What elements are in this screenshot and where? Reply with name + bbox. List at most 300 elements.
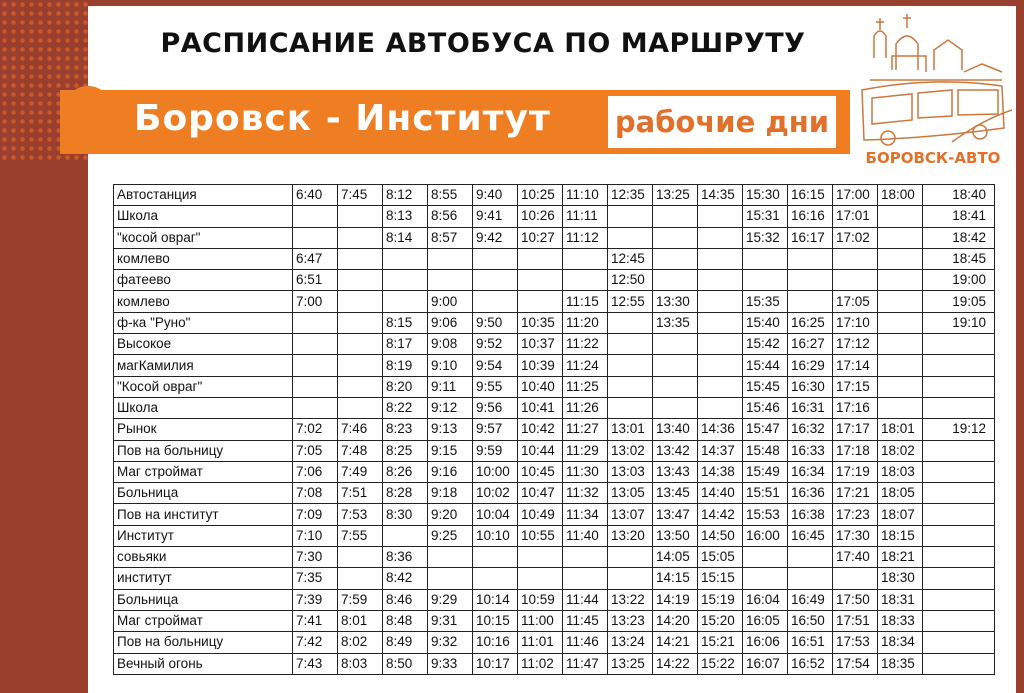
- departure-time: [923, 632, 995, 653]
- departure-time: 17:02: [833, 227, 878, 248]
- departure-time: 7:48: [338, 440, 383, 461]
- departure-time: 16:45: [788, 525, 833, 546]
- table-row: [114, 525, 995, 546]
- departure-time: 8:49: [383, 632, 428, 653]
- departure-time: [698, 397, 743, 418]
- departure-time: 18:35: [878, 653, 923, 674]
- departure-time: 18:41: [923, 206, 995, 227]
- departure-time: 10:42: [518, 419, 563, 440]
- location-pin-icon: [66, 86, 110, 152]
- departure-time: 12:45: [608, 248, 653, 269]
- departure-time: 9:00: [428, 291, 473, 312]
- departure-time: 17:12: [833, 334, 878, 355]
- departure-time: 16:29: [788, 355, 833, 376]
- departure-time: 8:12: [383, 185, 428, 206]
- departure-time: 8:17: [383, 334, 428, 355]
- departure-time: [833, 248, 878, 269]
- departure-time: [743, 248, 788, 269]
- departure-time: [293, 206, 338, 227]
- table-row: [114, 504, 995, 525]
- departure-time: [293, 227, 338, 248]
- departure-time: 7:10: [293, 525, 338, 546]
- departure-time: 7:30: [293, 547, 338, 568]
- stop-name: Автостанция: [114, 185, 293, 206]
- departure-time: 8:01: [338, 610, 383, 631]
- departure-time: [518, 547, 563, 568]
- departure-time: 10:26: [518, 206, 563, 227]
- departure-time: 17:30: [833, 525, 878, 546]
- departure-time: 16:00: [743, 525, 788, 546]
- departure-time: 15:32: [743, 227, 788, 248]
- departure-time: 8:13: [383, 206, 428, 227]
- departure-time: 9:54: [473, 355, 518, 376]
- departure-time: 13:50: [653, 525, 698, 546]
- departure-time: 15:21: [698, 632, 743, 653]
- stop-name: фатеево: [114, 270, 293, 291]
- departure-time: 8:19: [383, 355, 428, 376]
- departure-time: 13:22: [608, 589, 653, 610]
- table-row: [114, 610, 995, 631]
- departure-time: [428, 547, 473, 568]
- table-row: [114, 291, 995, 312]
- stop-name: ф-ка "Руно": [114, 312, 293, 333]
- departure-time: 18:02: [878, 440, 923, 461]
- departure-time: [383, 248, 428, 269]
- departure-time: [563, 270, 608, 291]
- departure-time: 8:28: [383, 483, 428, 504]
- departure-time: [698, 355, 743, 376]
- departure-time: 13:30: [653, 291, 698, 312]
- departure-time: 8:20: [383, 376, 428, 397]
- departure-time: 6:40: [293, 185, 338, 206]
- departure-time: 9:57: [473, 419, 518, 440]
- departure-time: [833, 270, 878, 291]
- departure-time: [878, 312, 923, 333]
- departure-time: 15:48: [743, 440, 788, 461]
- departure-time: 9:10: [428, 355, 473, 376]
- departure-time: [698, 206, 743, 227]
- departure-time: [923, 334, 995, 355]
- departure-time: [608, 397, 653, 418]
- departure-time: 13:43: [653, 461, 698, 482]
- departure-time: [383, 270, 428, 291]
- departure-time: 17:16: [833, 397, 878, 418]
- departure-time: 13:24: [608, 632, 653, 653]
- departure-time: 18:00: [878, 185, 923, 206]
- departure-time: 8:36: [383, 547, 428, 568]
- departure-time: 13:07: [608, 504, 653, 525]
- departure-time: 13:03: [608, 461, 653, 482]
- stop-name: Пов на больницу: [114, 632, 293, 653]
- departure-time: 7:02: [293, 419, 338, 440]
- departure-time: [833, 568, 878, 589]
- departure-time: 15:40: [743, 312, 788, 333]
- departure-time: 12:55: [608, 291, 653, 312]
- departure-time: 16:04: [743, 589, 788, 610]
- departure-time: [608, 568, 653, 589]
- departure-time: 19:00: [923, 270, 995, 291]
- departure-time: 12:50: [608, 270, 653, 291]
- departure-time: [293, 397, 338, 418]
- departure-time: 18:01: [878, 419, 923, 440]
- departure-time: 8:46: [383, 589, 428, 610]
- departure-time: 10:55: [518, 525, 563, 546]
- departure-time: [788, 248, 833, 269]
- table-row: [114, 632, 995, 653]
- departure-time: 15:46: [743, 397, 788, 418]
- departure-time: 18:34: [878, 632, 923, 653]
- departure-time: 7:42: [293, 632, 338, 653]
- departure-time: [698, 312, 743, 333]
- departure-time: 12:35: [608, 185, 653, 206]
- departure-time: 10:37: [518, 334, 563, 355]
- departure-time: 15:49: [743, 461, 788, 482]
- departure-time: [923, 504, 995, 525]
- departure-time: 9:29: [428, 589, 473, 610]
- departure-time: 8:30: [383, 504, 428, 525]
- departure-time: 16:34: [788, 461, 833, 482]
- departure-time: 7:09: [293, 504, 338, 525]
- departure-time: 14:50: [698, 525, 743, 546]
- departure-time: 7:55: [338, 525, 383, 546]
- departure-time: 13:40: [653, 419, 698, 440]
- departure-time: 9:55: [473, 376, 518, 397]
- departure-time: [698, 270, 743, 291]
- departure-time: 10:17: [473, 653, 518, 674]
- departure-time: 18:15: [878, 525, 923, 546]
- departure-time: [518, 291, 563, 312]
- stop-name: комлево: [114, 248, 293, 269]
- departure-time: 10:45: [518, 461, 563, 482]
- departure-time: 9:40: [473, 185, 518, 206]
- departure-time: 10:44: [518, 440, 563, 461]
- departure-time: [923, 376, 995, 397]
- departure-time: 8:26: [383, 461, 428, 482]
- departure-time: [518, 270, 563, 291]
- departure-time: 11:15: [563, 291, 608, 312]
- departure-time: [923, 355, 995, 376]
- departure-time: [428, 270, 473, 291]
- departure-time: [518, 248, 563, 269]
- route-name: Боровск - Институт: [134, 98, 551, 139]
- departure-time: 8:14: [383, 227, 428, 248]
- table-row: [114, 653, 995, 674]
- departure-time: [923, 483, 995, 504]
- departure-time: 15:51: [743, 483, 788, 504]
- departure-time: 11:34: [563, 504, 608, 525]
- departure-time: [878, 376, 923, 397]
- departure-time: [608, 206, 653, 227]
- departure-time: 10:49: [518, 504, 563, 525]
- departure-time: [338, 270, 383, 291]
- departure-time: 14:20: [653, 610, 698, 631]
- departure-time: 13:20: [608, 525, 653, 546]
- departure-time: 11:27: [563, 419, 608, 440]
- departure-time: 15:19: [698, 589, 743, 610]
- departure-time: [608, 355, 653, 376]
- departure-time: [878, 334, 923, 355]
- departure-time: 18:30: [878, 568, 923, 589]
- departure-time: 15:45: [743, 376, 788, 397]
- departure-time: 15:30: [743, 185, 788, 206]
- table-row: [114, 461, 995, 482]
- departure-time: [653, 206, 698, 227]
- departure-time: [608, 227, 653, 248]
- departure-time: 16:49: [788, 589, 833, 610]
- departure-time: 7:51: [338, 483, 383, 504]
- departure-time: 15:15: [698, 568, 743, 589]
- departure-time: 11:26: [563, 397, 608, 418]
- departure-time: 14:35: [698, 185, 743, 206]
- departure-time: 11:47: [563, 653, 608, 674]
- departure-time: 11:22: [563, 334, 608, 355]
- departure-time: [743, 547, 788, 568]
- departure-time: [383, 291, 428, 312]
- departure-time: 8:55: [428, 185, 473, 206]
- departure-time: 10:00: [473, 461, 518, 482]
- departure-time: 11:46: [563, 632, 608, 653]
- departure-time: [923, 440, 995, 461]
- departure-time: 8:50: [383, 653, 428, 674]
- departure-time: 10:35: [518, 312, 563, 333]
- departure-time: 14:42: [698, 504, 743, 525]
- departure-time: 9:33: [428, 653, 473, 674]
- table-row: [114, 270, 995, 291]
- departure-time: 7:53: [338, 504, 383, 525]
- departure-time: 8:25: [383, 440, 428, 461]
- departure-time: 10:27: [518, 227, 563, 248]
- departure-time: 16:51: [788, 632, 833, 653]
- departure-time: 17:15: [833, 376, 878, 397]
- departure-time: 19:05: [923, 291, 995, 312]
- departure-time: 16:30: [788, 376, 833, 397]
- departure-time: [383, 525, 428, 546]
- departure-time: [698, 376, 743, 397]
- departure-time: 8:42: [383, 568, 428, 589]
- departure-time: 18:07: [878, 504, 923, 525]
- departure-time: 10:15: [473, 610, 518, 631]
- departure-time: 17:19: [833, 461, 878, 482]
- departure-time: 9:52: [473, 334, 518, 355]
- stop-name: "Косой овраг": [114, 376, 293, 397]
- departure-time: 13:25: [653, 185, 698, 206]
- church-bus-logo-icon: [852, 10, 1012, 150]
- departure-time: 7:06: [293, 461, 338, 482]
- stop-name: институт: [114, 568, 293, 589]
- departure-time: 8:56: [428, 206, 473, 227]
- table-row: [114, 589, 995, 610]
- departure-time: [923, 525, 995, 546]
- departure-time: [653, 355, 698, 376]
- table-row: [114, 185, 995, 206]
- departure-time: 10:02: [473, 483, 518, 504]
- departure-time: [878, 248, 923, 269]
- departure-time: [878, 397, 923, 418]
- departure-time: [293, 376, 338, 397]
- departure-time: 9:32: [428, 632, 473, 653]
- departure-time: 17:17: [833, 419, 878, 440]
- departure-time: [878, 227, 923, 248]
- departure-time: 15:05: [698, 547, 743, 568]
- stop-name: Больница: [114, 483, 293, 504]
- departure-time: [563, 248, 608, 269]
- departure-time: 17:10: [833, 312, 878, 333]
- departure-time: 11:11: [563, 206, 608, 227]
- departure-time: 8:02: [338, 632, 383, 653]
- departure-time: 11:01: [518, 632, 563, 653]
- departure-time: 11:40: [563, 525, 608, 546]
- departure-time: [923, 610, 995, 631]
- departure-time: 16:27: [788, 334, 833, 355]
- departure-time: 9:16: [428, 461, 473, 482]
- departure-time: 13:47: [653, 504, 698, 525]
- departure-time: [653, 248, 698, 269]
- departure-time: 6:47: [293, 248, 338, 269]
- departure-time: 6:51: [293, 270, 338, 291]
- table-row: [114, 248, 995, 269]
- departure-time: 9:56: [473, 397, 518, 418]
- departure-time: 15:31: [743, 206, 788, 227]
- departure-time: 8:48: [383, 610, 428, 631]
- stop-name: Высокое: [114, 334, 293, 355]
- departure-time: 8:15: [383, 312, 428, 333]
- departure-time: 19:12: [923, 419, 995, 440]
- stop-name: Вечный огонь: [114, 653, 293, 674]
- departure-time: [338, 334, 383, 355]
- departure-time: 11:32: [563, 483, 608, 504]
- departure-time: [653, 397, 698, 418]
- departure-time: 15:35: [743, 291, 788, 312]
- departure-time: 18:03: [878, 461, 923, 482]
- departure-time: 11:10: [563, 185, 608, 206]
- schedule-table: [113, 184, 995, 675]
- departure-time: [788, 270, 833, 291]
- departure-time: [338, 227, 383, 248]
- departure-time: 17:50: [833, 589, 878, 610]
- departure-time: 9:41: [473, 206, 518, 227]
- departure-time: [338, 376, 383, 397]
- departure-time: 18:21: [878, 547, 923, 568]
- stop-name: Пов на больницу: [114, 440, 293, 461]
- departure-time: [788, 547, 833, 568]
- departure-time: 14:36: [698, 419, 743, 440]
- stop-name: совьяки: [114, 547, 293, 568]
- departure-time: [518, 568, 563, 589]
- departure-time: 10:25: [518, 185, 563, 206]
- departure-time: 15:42: [743, 334, 788, 355]
- departure-time: 14:19: [653, 589, 698, 610]
- departure-time: 11:12: [563, 227, 608, 248]
- departure-time: 9:08: [428, 334, 473, 355]
- departure-time: [473, 248, 518, 269]
- departure-time: 7:59: [338, 589, 383, 610]
- table-row: [114, 206, 995, 227]
- departure-time: 16:17: [788, 227, 833, 248]
- departure-time: [878, 270, 923, 291]
- departure-time: 9:20: [428, 504, 473, 525]
- departure-time: [698, 248, 743, 269]
- stop-name: Рынок: [114, 419, 293, 440]
- departure-time: 9:50: [473, 312, 518, 333]
- departure-time: 17:21: [833, 483, 878, 504]
- departure-time: 14:40: [698, 483, 743, 504]
- departure-time: 14:37: [698, 440, 743, 461]
- departure-time: [473, 291, 518, 312]
- departure-time: 16:52: [788, 653, 833, 674]
- departure-time: [698, 227, 743, 248]
- departure-time: 11:00: [518, 610, 563, 631]
- departure-time: 9:06: [428, 312, 473, 333]
- departure-time: 17:40: [833, 547, 878, 568]
- days-label: рабочие дни: [614, 105, 830, 139]
- departure-time: 9:18: [428, 483, 473, 504]
- departure-time: 8:57: [428, 227, 473, 248]
- departure-time: [293, 334, 338, 355]
- table-row: [114, 376, 995, 397]
- departure-time: 9:13: [428, 419, 473, 440]
- departure-time: 14:21: [653, 632, 698, 653]
- departure-time: 8:03: [338, 653, 383, 674]
- departure-time: [473, 547, 518, 568]
- departure-time: [653, 227, 698, 248]
- departure-time: 16:25: [788, 312, 833, 333]
- table-row: [114, 547, 995, 568]
- departure-time: 11:29: [563, 440, 608, 461]
- departure-time: 18:31: [878, 589, 923, 610]
- departure-time: [338, 568, 383, 589]
- table-row: [114, 568, 995, 589]
- table-row: [114, 312, 995, 333]
- departure-time: 9:31: [428, 610, 473, 631]
- days-label-box: [606, 94, 838, 150]
- departure-time: 7:46: [338, 419, 383, 440]
- stop-name: "косой овраг": [114, 227, 293, 248]
- stop-name: комлево: [114, 291, 293, 312]
- stop-name: Маг строймат: [114, 610, 293, 631]
- departure-time: 14:05: [653, 547, 698, 568]
- table-row: [114, 440, 995, 461]
- departure-time: [563, 568, 608, 589]
- table-row: [114, 355, 995, 376]
- departure-time: 16:50: [788, 610, 833, 631]
- departure-time: [653, 334, 698, 355]
- departure-time: 16:36: [788, 483, 833, 504]
- departure-time: 16:31: [788, 397, 833, 418]
- departure-time: 18:42: [923, 227, 995, 248]
- departure-time: 15:20: [698, 610, 743, 631]
- departure-time: 11:44: [563, 589, 608, 610]
- departure-time: 7:41: [293, 610, 338, 631]
- departure-time: 14:15: [653, 568, 698, 589]
- departure-time: 13:01: [608, 419, 653, 440]
- departure-time: 17:01: [833, 206, 878, 227]
- departure-time: [293, 312, 338, 333]
- departure-time: 9:42: [473, 227, 518, 248]
- departure-time: 17:14: [833, 355, 878, 376]
- page-title: РАСПИСАНИЕ АВТОБУСА ПО МАРШРУТУ: [160, 28, 806, 59]
- departure-time: 15:22: [698, 653, 743, 674]
- departure-time: [338, 355, 383, 376]
- stop-name: Институт: [114, 525, 293, 546]
- departure-time: 18:05: [878, 483, 923, 504]
- departure-time: 7:39: [293, 589, 338, 610]
- departure-time: [698, 291, 743, 312]
- departure-time: 10:41: [518, 397, 563, 418]
- departure-time: 15:44: [743, 355, 788, 376]
- departure-time: [428, 248, 473, 269]
- departure-time: 11:02: [518, 653, 563, 674]
- stop-name: Школа: [114, 206, 293, 227]
